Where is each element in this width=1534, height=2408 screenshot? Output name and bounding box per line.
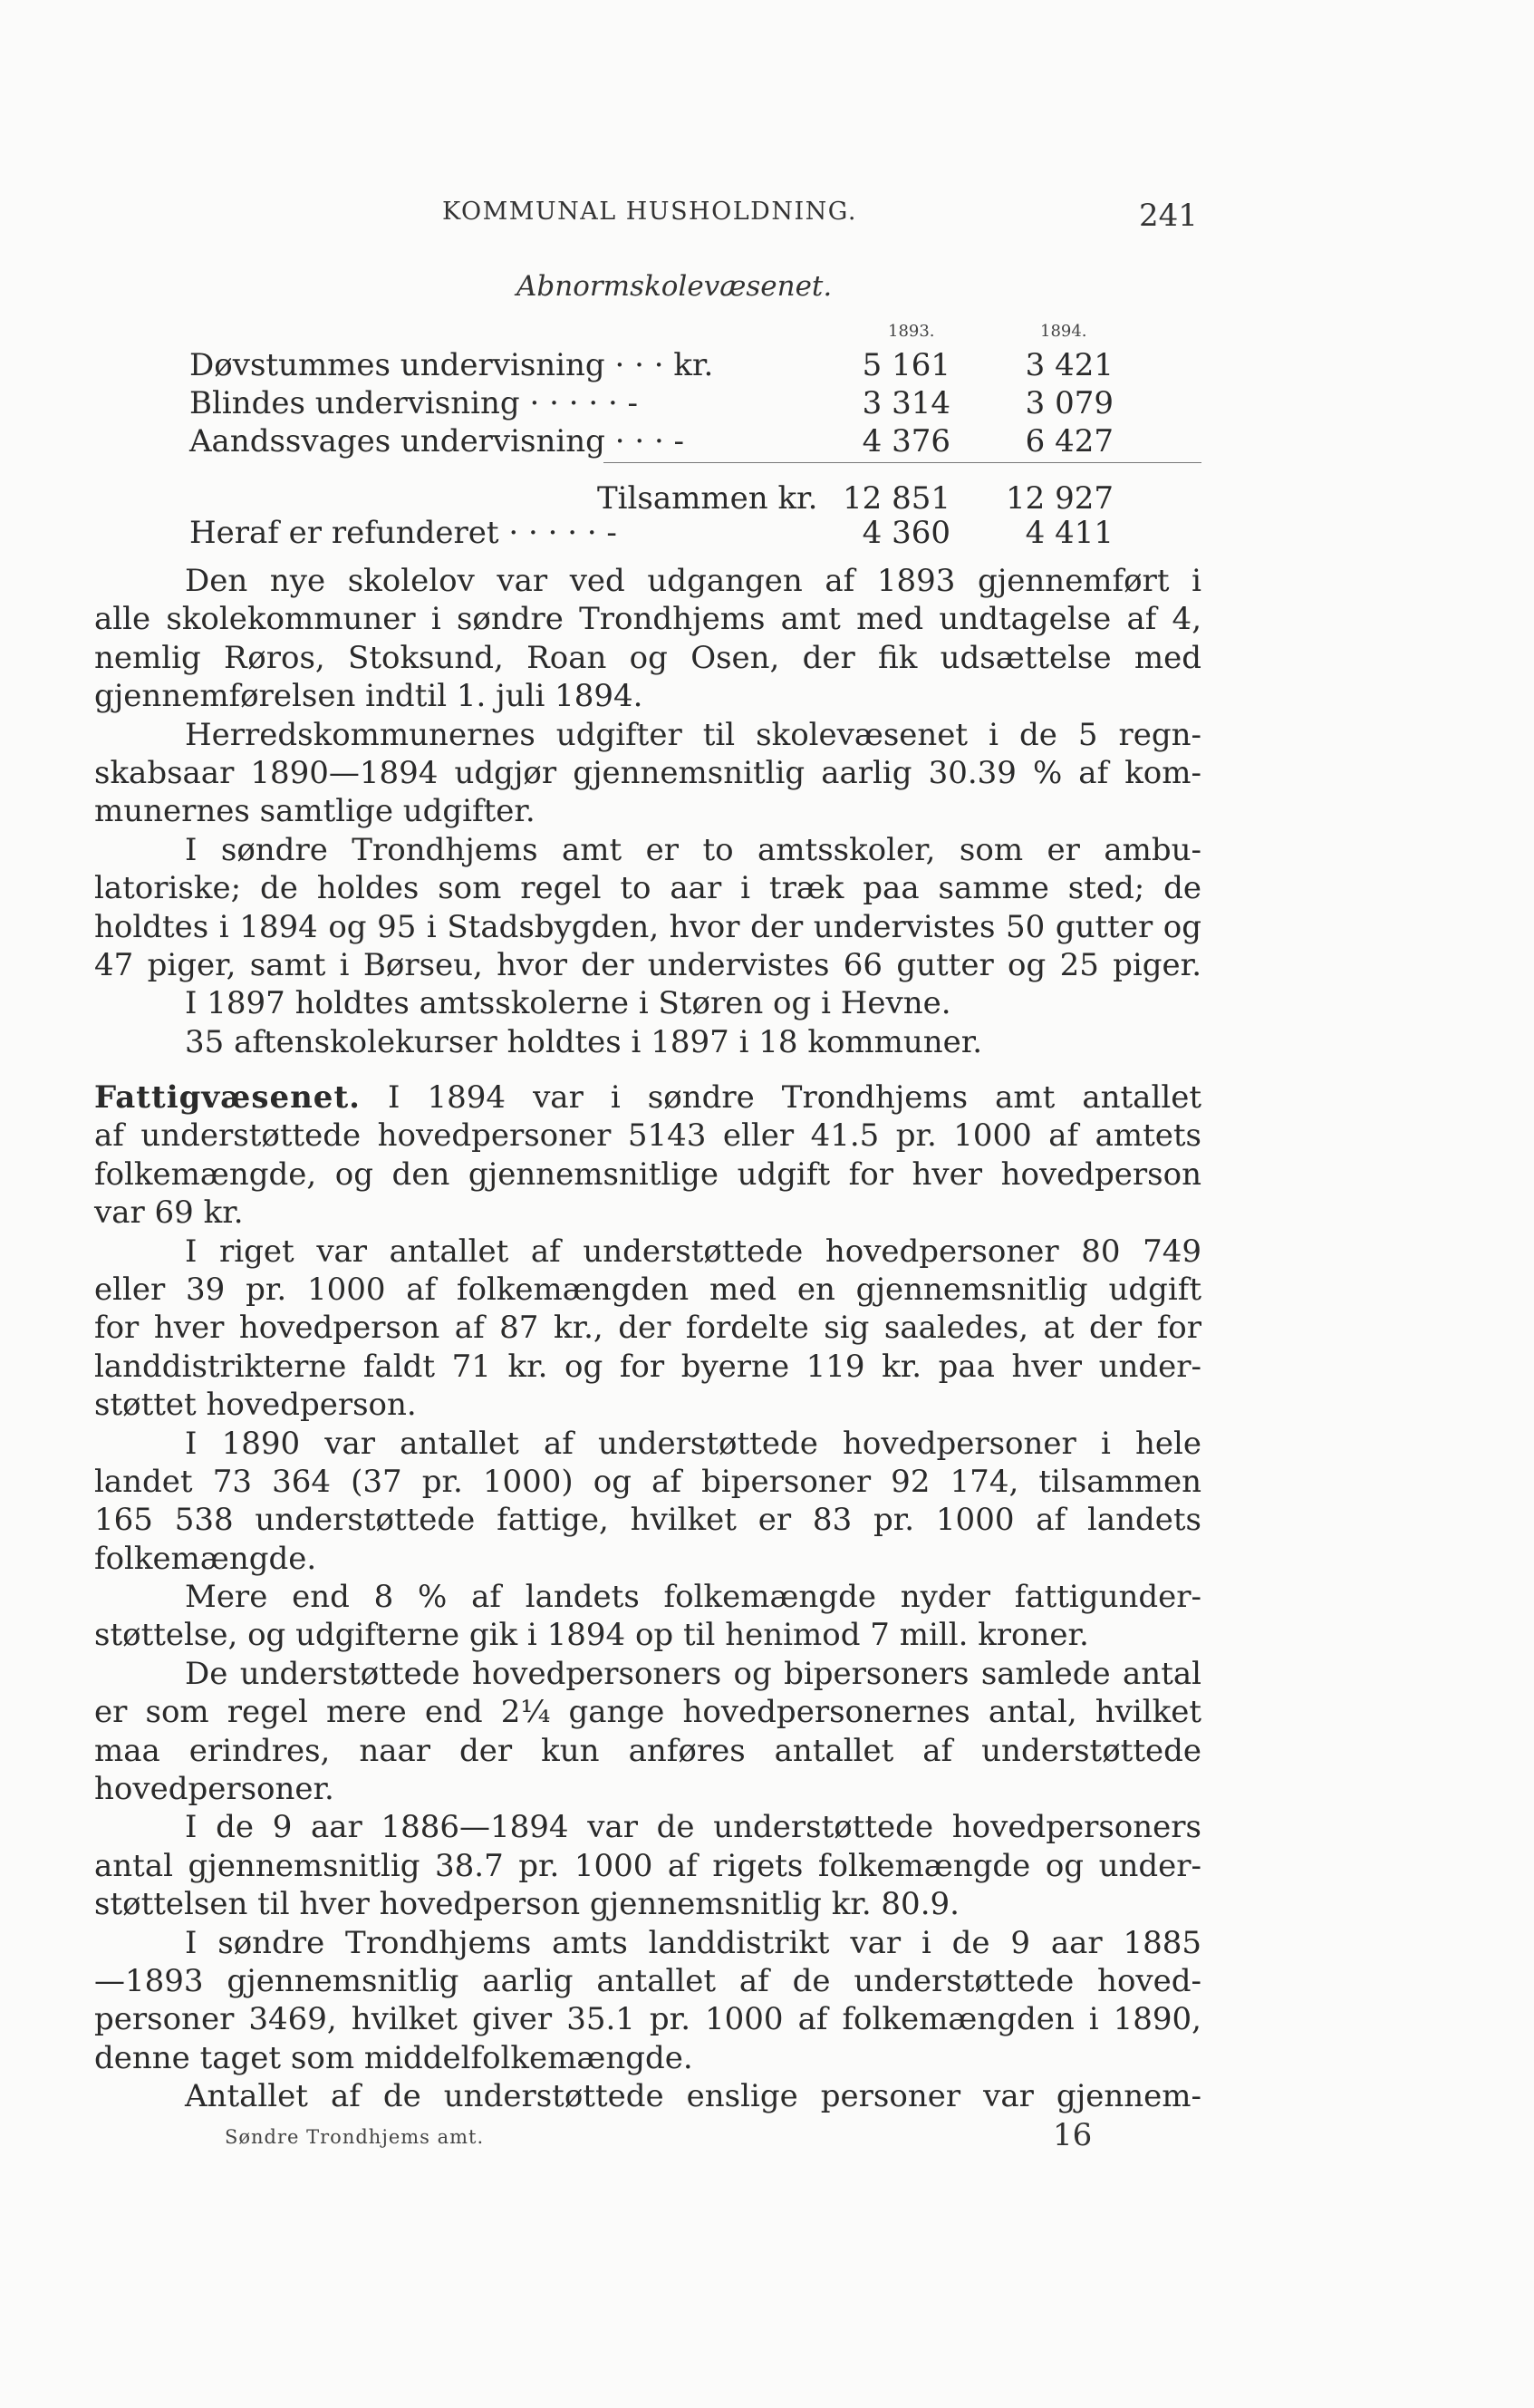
body-text — [94, 562, 1201, 1061]
refund-label: Heraf er refunderet · · · · · - — [189, 515, 617, 551]
text-line: hovedpersoner. — [94, 1771, 334, 1808]
row-value-1894: 3 079 — [1025, 385, 1114, 421]
row-value-1893: 4 376 — [862, 423, 950, 459]
text-line: folkemængde. — [94, 1540, 317, 1577]
section-title: Abnormskolevæsenet. — [516, 270, 833, 303]
text-line: 47 piger, samt i Børseu, hvor der undervistes 66 gutter og 25 piger. — [94, 946, 1201, 983]
text-line: Den nye skolelov var ved udgangen af 1893 gjennemført i — [185, 563, 1201, 599]
row-value-1893: 5 161 — [862, 347, 950, 383]
text-line: latoriske; de holdes som regel to aar i træk paa samme sted; de — [94, 870, 1201, 907]
text-line: eller 39 pr. 1000 af folkemængden med en gjennemsnitlig udgift — [94, 1271, 1201, 1308]
text-line: landet 73 364 (37 pr. 1000) og af bipersoner 92 174, tilsammen — [94, 1463, 1201, 1500]
total-value-1893: 12 851 — [843, 480, 950, 517]
text-line: 165 538 understøttede fattige, hvilket er 83 pr. 1000 af landets — [94, 1502, 1201, 1539]
text-line: folkemængde, og den gjennemsnitlige udgift for hver hovedperson — [94, 1156, 1201, 1193]
table-row-aandssvage — [189, 423, 1114, 463]
text-line: personer 3469, hvilket giver 35.1 pr. 1000 af folkemængden i 1890, — [94, 2001, 1201, 2038]
text-line: I 1890 var antallet af understøttede hovedpersoner i hele — [185, 1425, 1201, 1462]
year-header-1893: 1893. — [888, 322, 935, 341]
text-line: munernes samtlige udgifter. — [94, 793, 535, 830]
year-header-1894: 1894. — [1040, 322, 1087, 341]
total-label: Tilsammen kr. — [597, 480, 818, 517]
page-number: 241 — [1139, 198, 1198, 234]
row-value-1894: 3 421 — [1025, 347, 1114, 383]
text-line: støttelsen til hver hovedperson gjennemsnitlig kr. 80.9. — [94, 1886, 960, 1923]
table-row-dovstumme — [189, 347, 1114, 387]
row-value-1893: 3 314 — [862, 385, 950, 421]
section-heading-fattigvaesenet: Fattigvæsenet. — [94, 1079, 361, 1116]
text-line: maa erindres, naar der kun anføres antallet af understøttede — [94, 1732, 1201, 1769]
text-line: var 69 kr. — [94, 1194, 244, 1232]
row-label: Aandssvages undervisning · · · - — [189, 423, 685, 459]
row-label: Døvstummes undervisning · · · kr. — [189, 347, 714, 383]
table-row-blinde — [189, 385, 1114, 425]
text-line: alle skolekommuner i søndre Trondhjems amt med undtagelse af 4, — [94, 601, 1201, 638]
text-line: skabsaar 1890—1894 udgjør gjennemsnitlig aarlig 30.39 % af kom- — [94, 754, 1201, 791]
row-value-1894: 6 427 — [1025, 423, 1114, 459]
text-line: Fattigvæsenet. I 1894 var i søndre Trondhjems amt antallet — [94, 1079, 1201, 1116]
text-line: af understøttede hovedpersoner 5143 eller 41.5 pr. 1000 af amtets — [94, 1117, 1201, 1155]
text-line: antal gjennemsnitlig 38.7 pr. 1000 af rigets folkemængde og under- — [94, 1847, 1201, 1884]
text-line: I riget var antallet af understøttede hovedpersoner 80 749 — [185, 1233, 1201, 1270]
text-line: 35 aftenskolekurser holdtes i 1897 i 18 kommuner. — [185, 1023, 983, 1060]
text-line: I de 9 aar 1886—1894 var de understøttede hovedpersoners — [185, 1809, 1201, 1846]
text-line: støttelse, og udgifterne gik i 1894 op til henimod 7 mill. kroner. — [94, 1617, 1089, 1654]
sum-rule — [603, 462, 1201, 463]
table-refund-row — [189, 515, 1114, 555]
text-line: holdtes i 1894 og 95 i Stadsbygden, hvor der undervistes 50 gutter og — [94, 908, 1201, 945]
text-line: I 1897 holdtes amtsskolerne i Støren og i Hevne. — [185, 985, 951, 1022]
text-line: nemlig Røros, Stoksund, Roan og Osen, der fik udsættelse med — [94, 639, 1201, 676]
text-line: Mere end 8 % af landets folkemængde nyder fattigunder- — [185, 1579, 1201, 1616]
text-line: gjennemførelsen indtil 1. juli 1894. — [94, 678, 643, 715]
text-line: denne taget som middelfolkemængde. — [94, 2039, 693, 2076]
footer-signature: 16 — [1053, 2117, 1093, 2153]
text-line: I søndre Trondhjems amt er to amtsskoler, som er ambu- — [185, 831, 1201, 868]
text-line: støttet hovedperson. — [94, 1387, 417, 1424]
text-line: I søndre Trondhjems amts landdistrikt var i de 9 aar 1885 — [185, 1924, 1201, 1961]
total-value-1894: 12 927 — [1006, 480, 1114, 517]
refund-value-1893: 4 360 — [862, 515, 950, 551]
footer-left: Søndre Trondhjems amt. — [225, 2126, 485, 2148]
text-line: for hver hovedperson af 87 kr., der fordelte sig saaledes, at der for — [94, 1310, 1201, 1347]
text-line: De understøttede hovedpersoners og bipersoners samlede antal — [185, 1655, 1201, 1692]
row-label: Blindes undervisning · · · · · - — [189, 385, 639, 421]
text-line: landdistrikterne faldt 71 kr. og for byerne 119 kr. paa hver under- — [94, 1348, 1201, 1385]
fattigvaesen-text — [94, 1078, 1201, 2116]
refund-value-1894: 4 411 — [1025, 515, 1114, 551]
text-line: er som regel mere end 2¼ gange hovedpersonernes antal, hvilket — [94, 1694, 1201, 1731]
text-line: —1893 gjennemsnitlig aarlig antallet af de understøttede hoved- — [94, 1962, 1201, 1999]
running-head: KOMMUNAL HUSHOLDNING. — [442, 198, 857, 226]
text-line: Herredskommunernes udgifter til skolevæsenet i de 5 regn- — [185, 716, 1201, 753]
text-line: Antallet af de understøttede enslige personer var gjennem- — [185, 2078, 1201, 2115]
